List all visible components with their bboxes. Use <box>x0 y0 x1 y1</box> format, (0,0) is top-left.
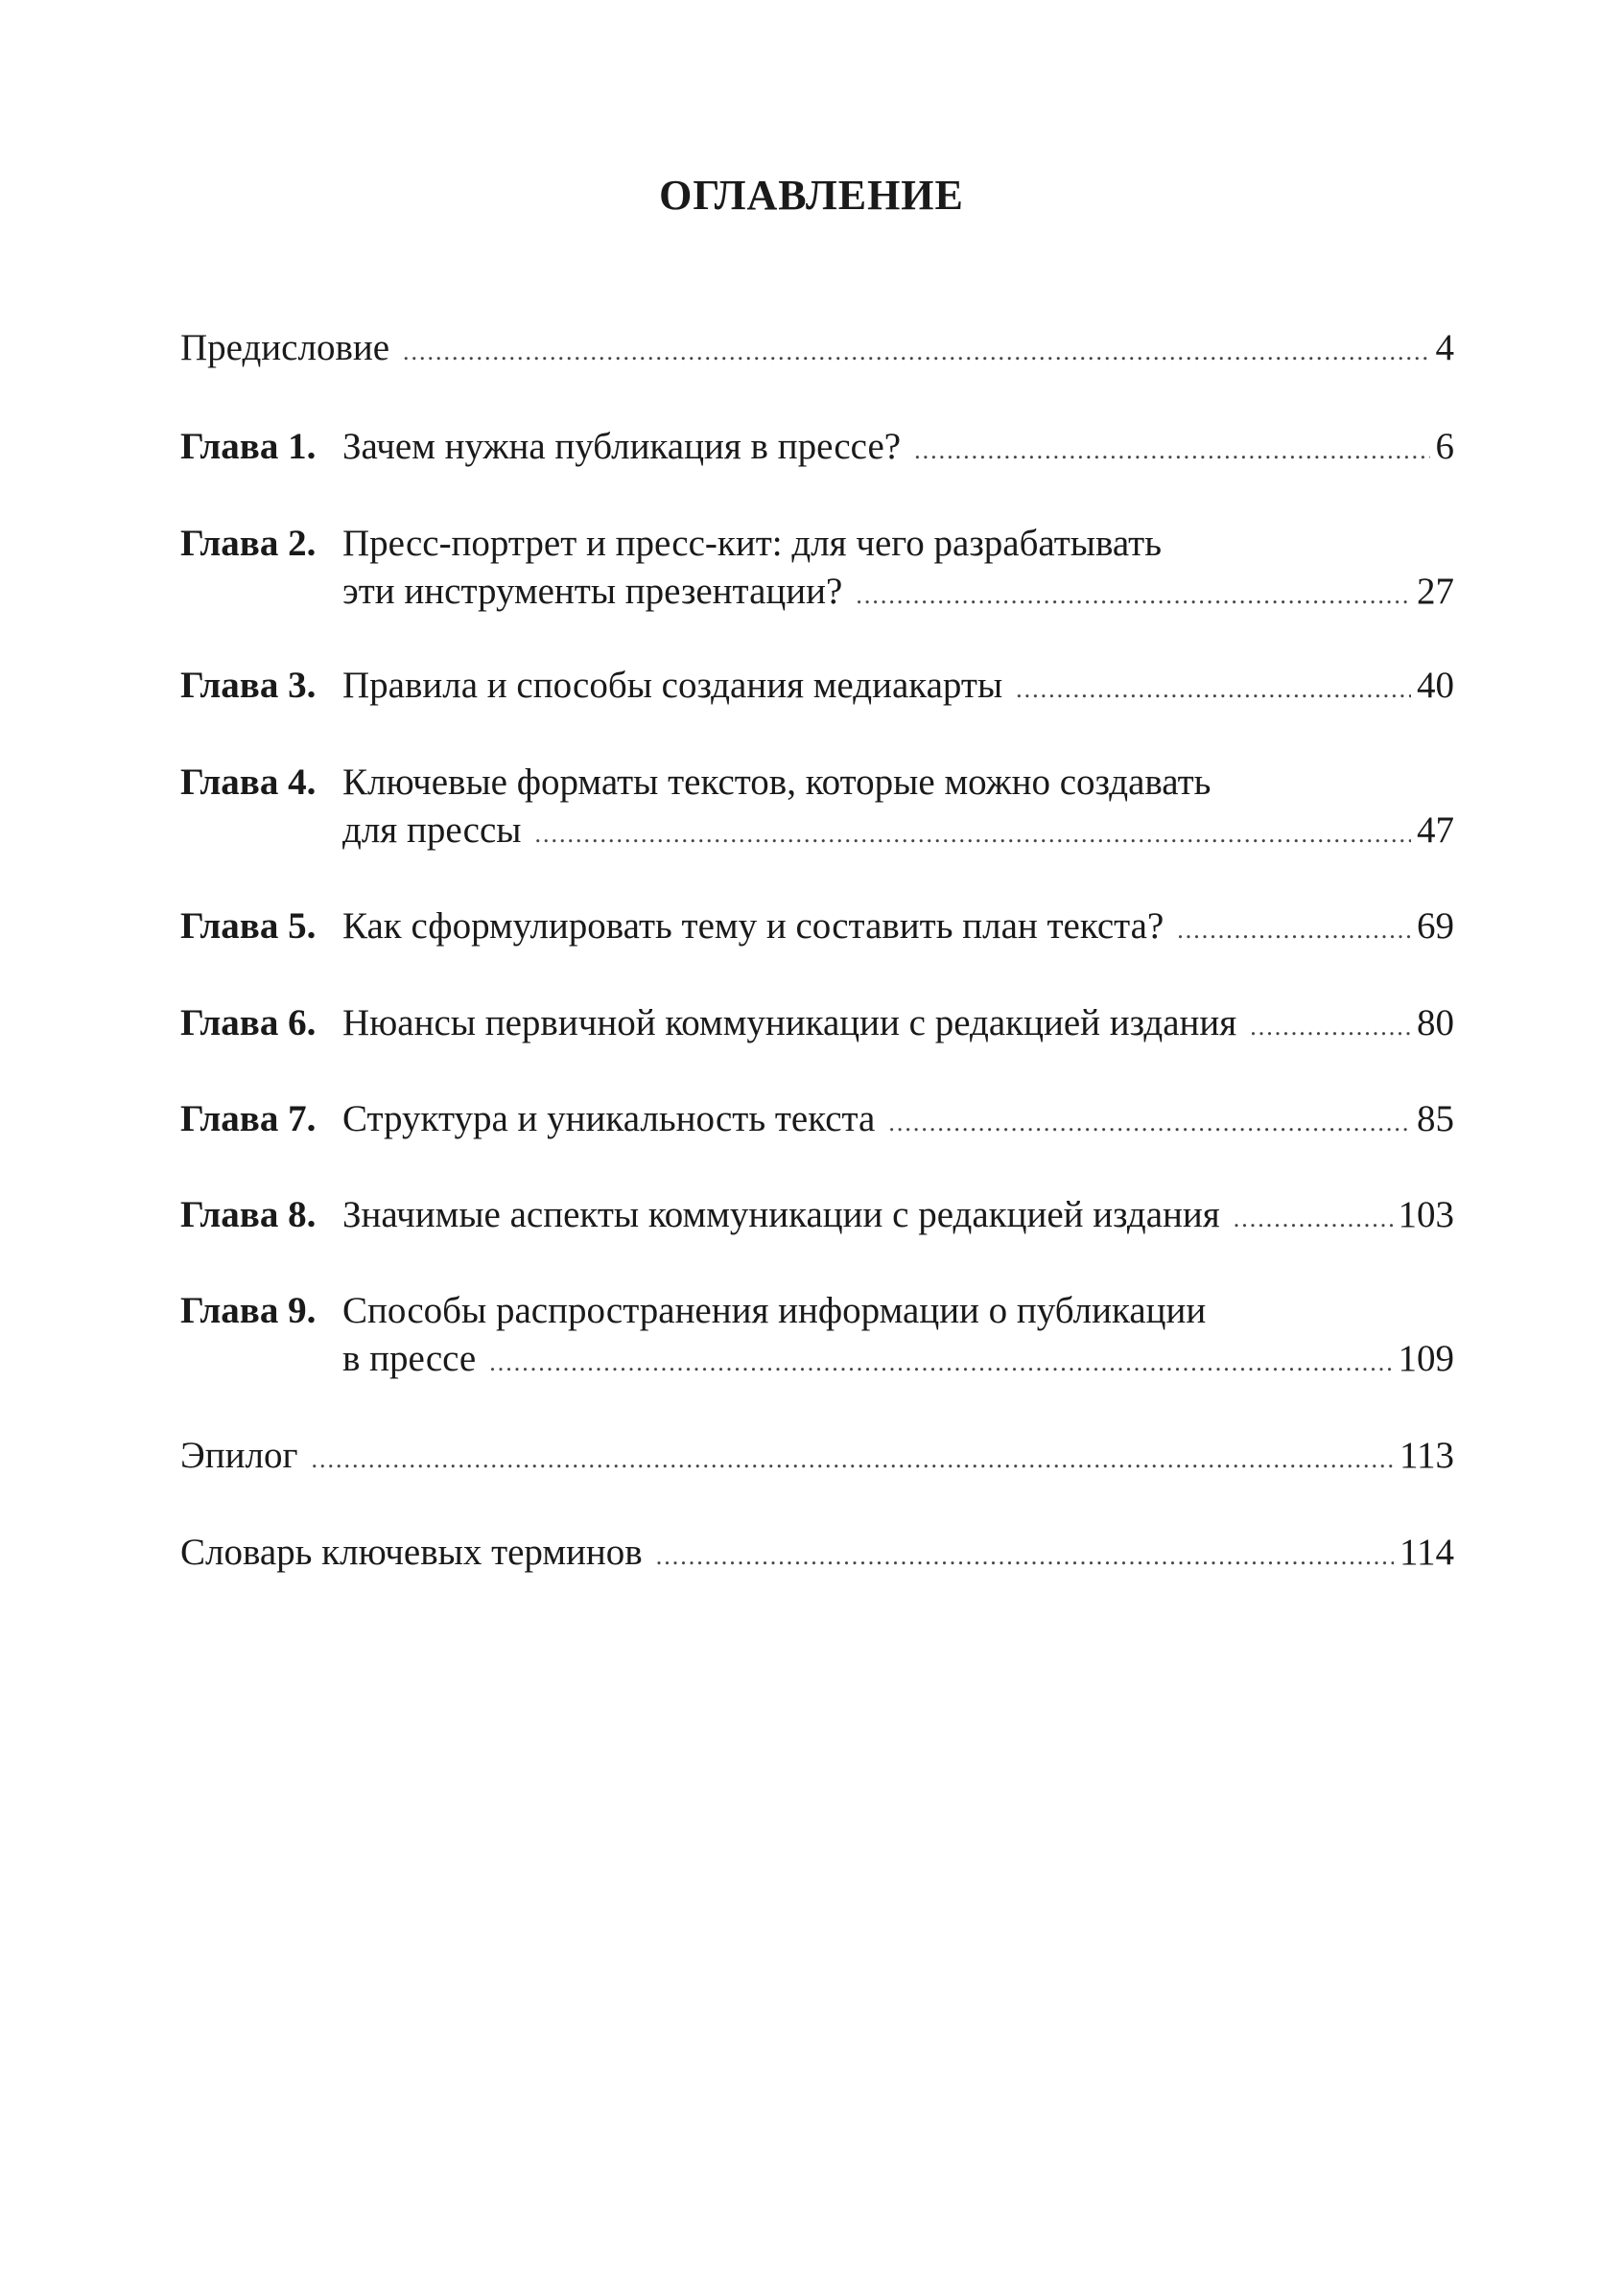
page-number: 103 <box>1398 1194 1454 1235</box>
chapter-label: Глава 9. <box>180 1290 317 1331</box>
page-number: 27 <box>1417 571 1454 612</box>
dot-leader <box>656 1542 1394 1571</box>
entry-text: Правила и способы создания медиакарты <box>342 665 1003 706</box>
toc-entry-chapter-3[interactable] <box>180 664 1454 712</box>
toc-entry-chapter-4[interactable] <box>180 761 1454 856</box>
page-number: 4 <box>1435 327 1454 368</box>
dot-leader <box>856 581 1411 610</box>
entry-text: Как сформулировать тему и составить план текста? <box>342 905 1164 947</box>
page-number: 80 <box>1417 1002 1454 1043</box>
entry-text: Способы распространения информации о публикации <box>342 1290 1207 1331</box>
entry-text: для прессы <box>342 809 522 851</box>
toc-entry-chapter-7[interactable] <box>180 1097 1454 1145</box>
entry-text: Зачем нужна публикация в прессе? <box>342 426 902 467</box>
entry-text: Ключевые форматы текстов, которые можно создавать <box>342 761 1211 803</box>
dot-leader <box>1177 916 1411 945</box>
page-number: 113 <box>1399 1435 1454 1476</box>
chapter-label: Глава 3. <box>180 665 317 706</box>
dot-leader <box>1250 1013 1411 1042</box>
entry-text: Структура и уникальность текста <box>342 1098 876 1139</box>
entry-text: в прессе <box>342 1338 477 1379</box>
entry-text: эти инструменты презентации? <box>342 571 843 612</box>
entry-text: Пресс-портрет и пресс-кит: для чего разрабатывать <box>342 523 1163 564</box>
dot-leader <box>311 1445 1393 1474</box>
dot-leader <box>888 1109 1411 1137</box>
entry-text: Значимые аспекты коммуникации с редакцией издания <box>342 1194 1220 1235</box>
dot-leader <box>534 820 1411 849</box>
page-number: 85 <box>1417 1098 1454 1139</box>
toc-entry-epilogue[interactable] <box>180 1434 1454 1482</box>
dot-leader <box>489 1348 1392 1377</box>
entry-text: Нюансы первичной коммуникации с редакцией издания <box>342 1002 1237 1043</box>
toc-entry-chapter-5[interactable] <box>180 904 1454 952</box>
entry-text: Эпилог <box>180 1435 298 1476</box>
page-number: 69 <box>1417 905 1454 947</box>
toc-entry-glossary[interactable] <box>180 1531 1454 1579</box>
page-number: 109 <box>1398 1338 1454 1379</box>
chapter-label: Глава 2. <box>180 523 317 564</box>
toc-entry-chapter-8[interactable] <box>180 1193 1454 1241</box>
entry-text: Предисловие <box>180 327 390 368</box>
dot-leader <box>1016 675 1411 704</box>
toc-entry-preface[interactable] <box>180 326 1454 374</box>
chapter-label: Глава 8. <box>180 1194 317 1235</box>
chapter-label: Глава 5. <box>180 905 317 947</box>
page-number: 47 <box>1417 809 1454 851</box>
entry-text: Словарь ключевых терминов <box>180 1532 643 1573</box>
chapter-label: Глава 7. <box>180 1098 317 1139</box>
chapter-label: Глава 4. <box>180 761 317 803</box>
dot-leader <box>914 436 1429 465</box>
page-number: 114 <box>1399 1532 1454 1573</box>
toc-entry-chapter-2[interactable] <box>180 522 1454 618</box>
page-number: 40 <box>1417 665 1454 706</box>
toc-entry-chapter-1[interactable] <box>180 425 1454 473</box>
dot-leader <box>403 338 1429 366</box>
dot-leader <box>1234 1205 1393 1233</box>
chapter-label: Глава 1. <box>180 426 317 467</box>
toc-entry-chapter-6[interactable] <box>180 1001 1454 1049</box>
chapter-label: Глава 6. <box>180 1002 317 1043</box>
toc-entry-chapter-9[interactable] <box>180 1289 1454 1385</box>
page-title: ОГЛАВЛЕНИЕ <box>659 172 964 219</box>
page-number: 6 <box>1435 426 1454 467</box>
